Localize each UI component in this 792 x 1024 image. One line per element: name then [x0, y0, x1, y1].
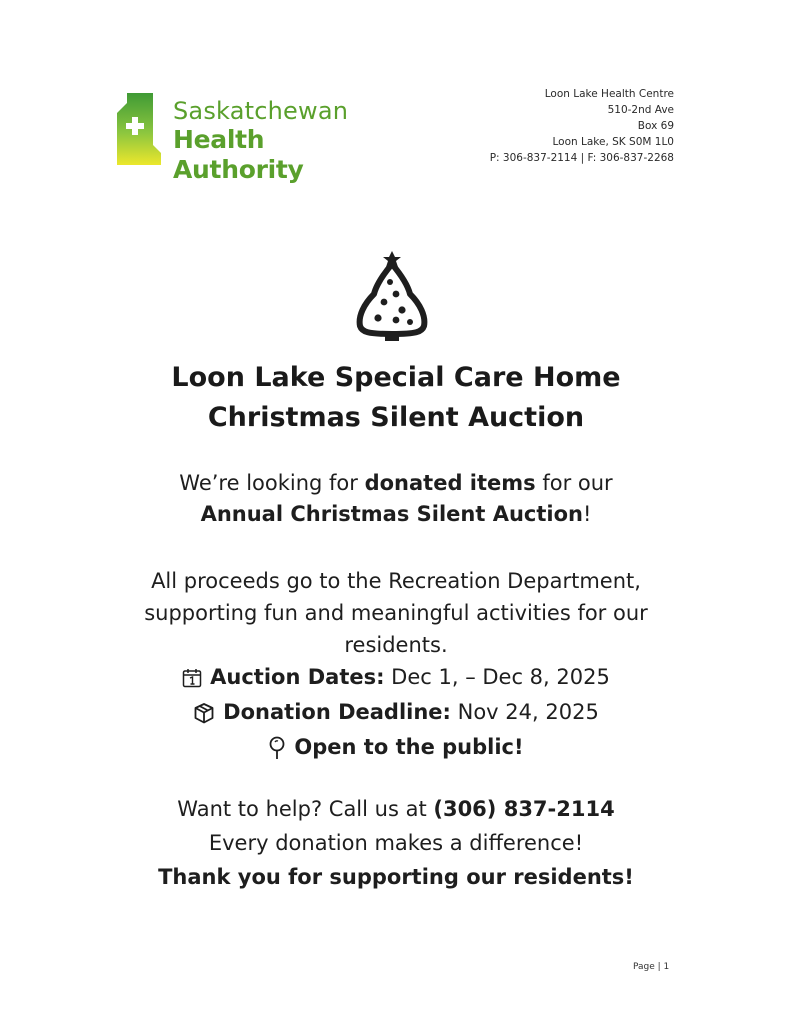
pin-icon: [268, 736, 286, 760]
open-public-row: [0, 730, 792, 765]
auction-dates-value: Dec 1, – Dec 8, 2025: [384, 665, 610, 689]
contact-phone: (306) 837-2114: [433, 797, 615, 821]
address-phone-fax: P: 306-837-2114 | F: 306-837-2268: [489, 152, 674, 164]
page-number: Page | 1: [633, 962, 670, 972]
sha-logo: [117, 93, 387, 184]
proceeds-line-3: residents.: [344, 633, 448, 657]
address-block: [490, 86, 674, 166]
intro-text-1: We’re looking for: [179, 471, 365, 495]
title-line-1: Loon Lake Special Care Home: [171, 362, 621, 393]
thanks-text: Thank you for supporting our residents!: [158, 865, 634, 889]
help-text: Want to help? Call us at: [177, 797, 434, 821]
intro-bold-1: donated items: [364, 471, 536, 495]
donation-deadline-row: [0, 695, 792, 730]
address-street: 510-2nd Ave: [607, 104, 674, 116]
donation-deadline-label: Donation Deadline:: [223, 700, 451, 724]
title-line-2: Christmas Silent Auction: [207, 402, 585, 433]
auction-info: [0, 660, 792, 765]
address-city: Loon Lake, SK S0M 1L0: [552, 136, 674, 148]
christmas-tree-icon: [356, 250, 428, 342]
package-icon: [193, 702, 215, 724]
auction-dates-label: Auction Dates:: [210, 665, 385, 689]
intro-text-2: for our: [535, 471, 613, 495]
calendar-icon: [182, 668, 202, 688]
proceeds-line-1: All proceeds go to the Recreation Department,: [151, 569, 641, 593]
intro-text-3: !: [583, 502, 592, 526]
difference-text: Every donation makes a difference!: [208, 831, 584, 855]
sha-logo-icon: [117, 93, 161, 165]
proceeds-paragraph: [0, 565, 792, 661]
proceeds-line-2: supporting fun and meaningful activities for our: [144, 601, 648, 625]
intro-paragraph: [0, 468, 792, 530]
open-public-text: Open to the public!: [294, 735, 524, 759]
logo-line-1: Saskatchewan: [173, 97, 349, 125]
contact-paragraph: [0, 792, 792, 894]
address-box: Box 69: [637, 120, 674, 132]
page-title: [0, 358, 792, 438]
address-name: Loon Lake Health Centre: [544, 88, 674, 100]
logo-line-2: Health Authority: [173, 125, 304, 184]
donation-deadline-value: Nov 24, 2025: [450, 700, 599, 724]
auction-dates-row: [0, 660, 792, 695]
intro-bold-2: Annual Christmas Silent Auction: [200, 502, 583, 526]
